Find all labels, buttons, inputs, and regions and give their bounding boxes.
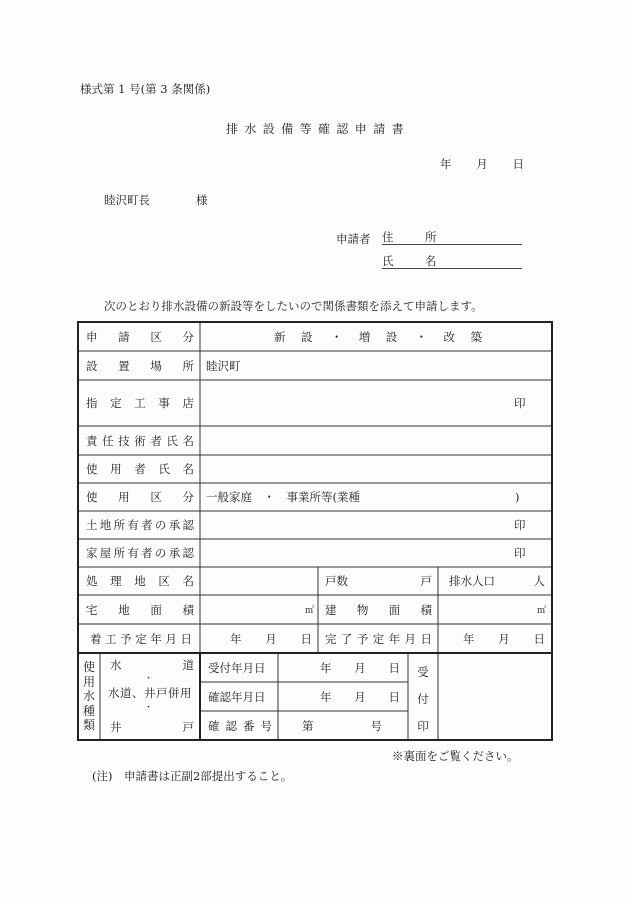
label-char: 承 bbox=[168, 546, 181, 560]
month-label: 月 bbox=[498, 631, 510, 646]
year-label: 年 bbox=[440, 157, 452, 171]
population-unit: 人 bbox=[533, 574, 545, 588]
label-char: 日 bbox=[180, 631, 192, 646]
water-option-well[interactable] bbox=[110, 716, 194, 738]
separator-dot: ・ bbox=[330, 329, 343, 344]
label-char: 地 bbox=[99, 518, 112, 532]
label-char: の bbox=[154, 518, 167, 532]
label-char: 年 bbox=[150, 631, 162, 646]
label-char: 術 bbox=[134, 433, 146, 448]
households-label: 戸数 bbox=[325, 574, 348, 588]
label-char: 定 bbox=[372, 631, 385, 646]
households-unit: 戸 bbox=[420, 574, 432, 588]
address-label: 住 所 bbox=[382, 230, 447, 244]
month-label: 月 bbox=[265, 631, 277, 646]
option-char: 戸 bbox=[182, 720, 194, 734]
label-char: 分 bbox=[182, 329, 194, 344]
year-label: 年 bbox=[320, 689, 332, 704]
number-prefix: 第 bbox=[302, 718, 314, 733]
house-owner-label bbox=[86, 539, 194, 567]
label-char: 確 bbox=[208, 718, 220, 733]
land-area-field[interactable] bbox=[202, 595, 314, 624]
label-char: 理 bbox=[110, 574, 122, 588]
label-char: 年 bbox=[388, 631, 401, 646]
label-char: 認 bbox=[225, 718, 237, 733]
land-owner-label bbox=[86, 511, 194, 539]
label-char: 分 bbox=[182, 490, 194, 504]
year-label: 年 bbox=[463, 631, 475, 646]
label-char: 受 bbox=[417, 665, 429, 679]
receipt-date-label: 受付年月日 bbox=[208, 660, 266, 675]
separator-dot: ・ bbox=[144, 673, 154, 684]
label-char: 区 bbox=[158, 574, 170, 588]
label-char: 者 bbox=[134, 462, 146, 476]
year-label: 年 bbox=[320, 660, 332, 675]
label-char: 置 bbox=[118, 358, 130, 373]
label-char: 物 bbox=[356, 602, 369, 617]
population-label: 排水人口 bbox=[449, 574, 495, 588]
day-label: 日 bbox=[388, 689, 400, 704]
page-title: 排水設備等確認申請書 bbox=[226, 122, 411, 136]
separator-dot: ・ bbox=[415, 329, 428, 344]
label-char: 工 bbox=[134, 396, 146, 410]
receipt-stamp-area[interactable] bbox=[440, 655, 550, 738]
contractor-label bbox=[86, 380, 194, 426]
form-id: 様式第 1 号(第 3 条関係) bbox=[80, 82, 211, 96]
land-area-unit: ㎡ bbox=[304, 606, 314, 616]
building-area-unit: ㎡ bbox=[536, 606, 546, 616]
label-char: 所 bbox=[113, 546, 126, 560]
label-char: 完 bbox=[325, 631, 337, 646]
building-area-field[interactable] bbox=[440, 595, 546, 624]
usage-type-close: ) bbox=[515, 490, 520, 504]
intro-text: 次のとおり排水設備の新設等をしたいので関係書類を添えて申請します。 bbox=[104, 299, 483, 313]
honorific: 様 bbox=[196, 193, 208, 207]
water-source-label: 使用水種類 bbox=[82, 660, 95, 732]
label-char: 地 bbox=[118, 602, 130, 617]
label-char: 場 bbox=[150, 358, 162, 373]
application-date bbox=[440, 156, 524, 172]
label-char: 申 bbox=[86, 329, 98, 344]
contractor-field[interactable] bbox=[206, 380, 506, 426]
label-char: 面 bbox=[388, 602, 401, 617]
application-type-label bbox=[86, 322, 194, 351]
engineer-label bbox=[86, 426, 194, 455]
label-char: 印 bbox=[417, 719, 429, 733]
usage-type-options[interactable]: 一般家庭 ・ 事業所等(業種 bbox=[206, 490, 360, 504]
label-char: 名 bbox=[182, 433, 194, 448]
label-char: 所 bbox=[182, 358, 194, 373]
month-label: 月 bbox=[354, 689, 366, 704]
label-char: 者 bbox=[150, 433, 162, 448]
end-date-field[interactable] bbox=[463, 624, 545, 653]
start-date-label bbox=[90, 624, 192, 653]
option-char: 水 bbox=[110, 658, 122, 672]
label-char: 店 bbox=[182, 396, 194, 410]
year-label: 年 bbox=[230, 631, 242, 646]
label-char: 氏 bbox=[166, 433, 178, 448]
submission-note: (注) 申請書は正副2部提出すること。 bbox=[92, 769, 293, 783]
label-char: 土 bbox=[86, 518, 98, 532]
confirm-date-label: 確認年月日 bbox=[208, 689, 266, 704]
label-char: 月 bbox=[404, 631, 417, 646]
month-label: 月 bbox=[354, 660, 366, 675]
label-char: 着 bbox=[90, 631, 102, 646]
start-date-field[interactable] bbox=[230, 624, 312, 653]
label-char: 日 bbox=[420, 631, 432, 646]
water-option-combined[interactable]: 水道、井戸併用 bbox=[108, 686, 192, 700]
option-new[interactable]: 新 設 bbox=[274, 329, 315, 344]
usage-type-label bbox=[86, 483, 194, 511]
user-name-label bbox=[86, 455, 194, 483]
label-char: 予 bbox=[120, 631, 132, 646]
label-char: 定 bbox=[110, 396, 122, 410]
receipt-date-field[interactable] bbox=[320, 653, 400, 682]
label-char: 有 bbox=[127, 518, 139, 532]
land-owner-seal: 印 bbox=[514, 518, 526, 532]
confirm-number-field[interactable] bbox=[302, 711, 382, 740]
label-char: 家 bbox=[86, 546, 98, 560]
label-char: 任 bbox=[102, 433, 114, 448]
label-char: 付 bbox=[417, 692, 429, 706]
label-char: 請 bbox=[118, 329, 130, 344]
location-value: 睦沢町 bbox=[206, 358, 241, 373]
applicant-label: 申請者 bbox=[336, 232, 371, 246]
label-char: 用 bbox=[110, 462, 122, 476]
label-char: 宅 bbox=[86, 602, 98, 617]
population-field[interactable] bbox=[449, 567, 545, 595]
label-char: 使 bbox=[86, 490, 98, 504]
label-char: 者 bbox=[141, 546, 153, 560]
house-owner-seal: 印 bbox=[514, 546, 526, 560]
label-char: 処 bbox=[86, 574, 98, 588]
land-owner-field[interactable] bbox=[206, 511, 506, 539]
label-char: 面 bbox=[150, 602, 162, 617]
see-back-note: ※裏面をご覧ください。 bbox=[392, 749, 519, 763]
house-owner-field[interactable] bbox=[206, 539, 506, 567]
label-char: 承 bbox=[168, 518, 181, 532]
confirm-number-label bbox=[208, 711, 272, 740]
land-area-label bbox=[86, 595, 194, 624]
applicant-address-field[interactable] bbox=[382, 229, 522, 245]
confirm-date-field[interactable] bbox=[320, 682, 400, 711]
label-char: 所 bbox=[113, 518, 126, 532]
end-date-label bbox=[325, 624, 432, 653]
label-char: 建 bbox=[325, 602, 337, 617]
label-char: 区 bbox=[150, 329, 162, 344]
option-char: 井 bbox=[110, 720, 122, 734]
label-char: 使 bbox=[86, 462, 98, 476]
label-char: 氏 bbox=[158, 462, 170, 476]
building-area-label bbox=[325, 595, 432, 624]
label-char: 認 bbox=[182, 518, 194, 532]
label-char: 地 bbox=[134, 574, 146, 588]
user-name-field[interactable] bbox=[206, 455, 524, 483]
label-char: 工 bbox=[105, 631, 117, 646]
district-field[interactable] bbox=[202, 567, 316, 595]
label-char: 事 bbox=[158, 396, 170, 410]
day-label: 日 bbox=[388, 660, 400, 675]
month-label: 月 bbox=[476, 157, 488, 171]
option-renovation[interactable]: 改 築 bbox=[443, 329, 484, 344]
contractor-seal: 印 bbox=[514, 396, 526, 410]
district-label bbox=[86, 567, 194, 595]
label-char: 責 bbox=[86, 433, 98, 448]
label-char: 指 bbox=[86, 396, 98, 410]
receipt-stamp-label bbox=[408, 664, 438, 734]
label-char: 認 bbox=[182, 546, 194, 560]
option-extension[interactable]: 増 設 bbox=[358, 329, 400, 344]
label-char: 有 bbox=[127, 546, 139, 560]
day-label: 日 bbox=[512, 157, 524, 171]
label-char: 技 bbox=[118, 433, 130, 448]
label-char: 屋 bbox=[99, 546, 112, 560]
label-char: 名 bbox=[182, 462, 194, 476]
label-char: 了 bbox=[340, 631, 353, 646]
addressee: 睦沢町長 bbox=[104, 193, 150, 207]
label-char: 区 bbox=[150, 490, 162, 504]
label-char: の bbox=[154, 546, 167, 560]
households-field[interactable] bbox=[325, 567, 432, 595]
label-char: 設 bbox=[86, 358, 98, 373]
separator-dot: ・ bbox=[144, 702, 154, 713]
label-char: 番 bbox=[243, 718, 255, 733]
number-suffix: 号 bbox=[370, 718, 382, 733]
label-char: 月 bbox=[165, 631, 177, 646]
engineer-field[interactable] bbox=[206, 426, 524, 455]
label-char: 用 bbox=[118, 490, 130, 504]
label-char: 名 bbox=[182, 574, 194, 588]
label-char: 積 bbox=[420, 602, 432, 617]
application-type-options bbox=[274, 322, 484, 351]
label-char: 号 bbox=[260, 718, 272, 733]
label-char: 積 bbox=[182, 602, 194, 617]
label-char: 者 bbox=[141, 518, 153, 532]
location-field[interactable] bbox=[206, 351, 524, 380]
applicant-name-field[interactable] bbox=[382, 253, 522, 269]
label-char: 定 bbox=[135, 631, 147, 646]
day-label: 日 bbox=[300, 631, 312, 646]
location-label bbox=[86, 351, 194, 380]
day-label: 日 bbox=[533, 631, 545, 646]
name-label: 氏 名 bbox=[382, 254, 447, 268]
label-char: 予 bbox=[356, 631, 369, 646]
option-char: 道 bbox=[182, 658, 194, 672]
